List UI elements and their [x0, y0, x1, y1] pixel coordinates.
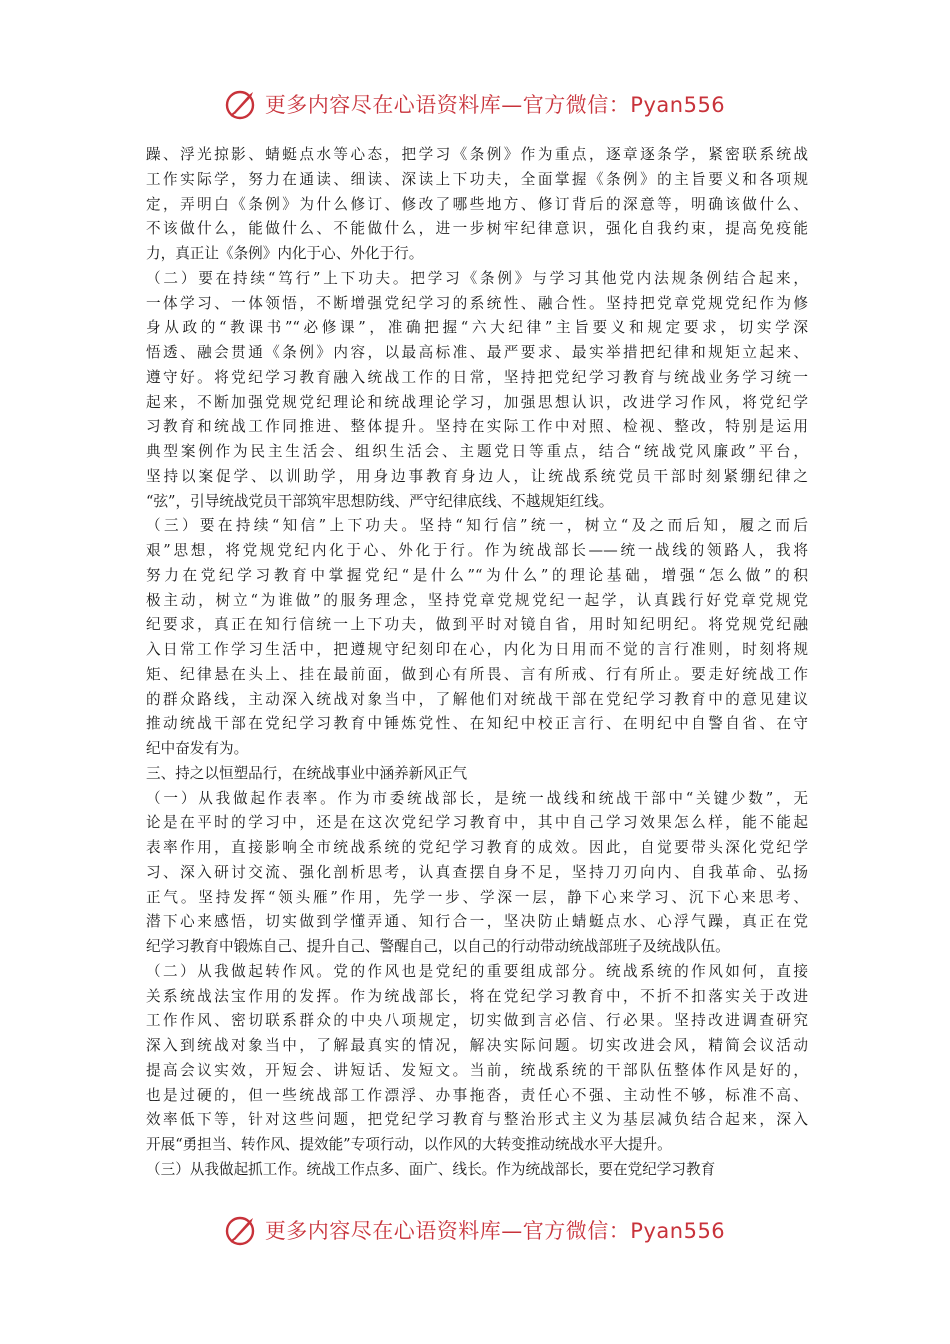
text-line: 力，真正让《条例》内化于心、外化于行。 — [146, 245, 424, 262]
text-line: 正气。坚持发挥“领头雁”作用，先学一步、学深一层，静下心来学习、沉下心来思考、 — [146, 888, 808, 906]
text-line: 努力在党纪学习教育中掌握党纪“是什么”“为什么”的理论基础，增强“怎么做”的积 — [146, 566, 808, 584]
text-line: 开展“勇担当、转作风、提效能”专项行动，以作风的大转变推动统战水平大提升。 — [146, 1136, 672, 1153]
text-line: 效率低下等，针对这些问题，把党纪学习教育与整治形式主义为基层减负结合起来，深入 — [146, 1111, 808, 1129]
pen-logo-icon — [225, 1213, 259, 1247]
text-line: 身从政的“教课书”“必修课”，准确把握“六大纪律”主旨要义和规定要求，切实学深 — [146, 319, 808, 337]
text-line: 纪学习教育中锻炼自己、提升自己、警醒自己，以自己的行动带动统战部班子及统战队伍。 — [146, 938, 730, 955]
text-line: 艰”思想，将党规党纪内化于心、外化于行。作为统战部长——统一战线的领路人，我将 — [146, 542, 808, 559]
text-line: 遵守好。将党纪学习教育融入统战工作的日常，坚持把党纪学习教育与统战业务学习统一 — [146, 368, 808, 386]
footer-banner-text: 更多内容尽在心语资料库—官方微信：Pyan556 — [264, 1219, 726, 1243]
header-banner-text: 更多内容尽在心语资料库—官方微信：Pyan556 — [264, 93, 726, 117]
text-line: 典型案例作为民主生活会、组织生活会、主题党日等重点，结合“统战党风廉政”平台， — [146, 443, 808, 460]
text-line: （三）要在持续“知信”上下功夫。坚持“知行信”统一，树立“及之而后知，履之而后 — [146, 517, 808, 535]
text-line: 入日常工作学习生活中，把遵规守纪刻印在心，内化为日用而不觉的言行准则，时刻将规 — [146, 641, 808, 658]
text-line: 关系统战法宝作用的发挥。作为统战部长，将在党纪学习教育中，不折不扣落实关于改进 — [146, 987, 808, 1005]
text-line: 提高会议实效，开短会、讲短话、发短文。当前，统战系统的干部队伍整体作风是好的， — [146, 1061, 808, 1079]
text-line: 悟透、融会贯通《条例》内容，以最高标准、最严要求、最实举措把纪律和规矩立起来、 — [146, 344, 808, 361]
text-line: 深入到统战对象当中，了解最真实的情况，解决实际问题。切实改进会风，精简会议活动 — [146, 1037, 808, 1054]
pen-logo-icon — [225, 87, 259, 121]
text-line: （二）要在持续“笃行”上下功夫。把学习《条例》与学习其他党内法规条例结合起来， — [146, 269, 808, 287]
text-line: （二）从我做起转作风。党的作风也是党纪的重要组成部分。统战系统的作风如何，直接 — [146, 962, 808, 980]
text-line: 习教育和统战工作同推进、整体提升。坚持在实际工作中对照、检视、整改，特别是运用 — [146, 418, 808, 436]
text-line: 习、深入研讨交流、强化剖析思考，认真查摆自身不足，坚持刀刃向内、自我革命、弘扬 — [146, 863, 808, 881]
text-line: 躁、浮光掠影、蜻蜓点水等心态，把学习《条例》作为重点，逐章逐条学，紧密联系统战 — [146, 146, 808, 163]
section-heading: 三、持之以恒塑品行，在统战事业中涵养新风正气 — [146, 764, 468, 782]
text-line: 推动统战干部在党纪学习教育中锤炼党性、在知纪中校正言行、在明纪中自警自省、在守 — [146, 715, 808, 733]
footer-banner — [0, 1208, 950, 1252]
text-line: （三）从我做起抓工作。统战工作点多、面广、线长。作为统战部长，要在党纪学习教育 — [146, 1160, 716, 1178]
text-line: 纪中奋发有为。 — [146, 740, 249, 757]
text-line: 的群众路线，主动深入统战对象当中，了解他们对统战干部在党纪学习教育中的意见建议 — [146, 690, 808, 708]
text-line: （一）从我做起作表率。作为市委统战部长，是统一战线和统战干部中“关键少数”，无 — [146, 789, 808, 807]
text-line: 工作实际学，努力在通读、细读、深读上下功夫，全面掌握《条例》的主旨要义和各项规 — [146, 170, 808, 188]
text-line: 也是过硬的，但一些统战部工作漂浮、办事拖沓，责任心不强、主动性不够，标准不高、 — [146, 1086, 808, 1104]
text-line: 不该做什么，能做什么、不能做什么，进一步树牢纪律意识，强化自我约束，提高免疫能 — [146, 220, 808, 238]
text-line: 论是在平时的学习中，还是在这次党纪学习教育中，其中自己学习效果怎么样，能不能起 — [146, 814, 808, 832]
text-line: 极主动，树立“为谁做”的服务理念，坚持党章党规党纪一起学，认真践行好党章党规党 — [146, 591, 808, 609]
text-line: 起来，不断加强党规党纪理论和统战理论学习，加强思想认识，改进学习作风，将党纪学 — [146, 393, 808, 411]
text-line: 坚持以案促学、以训助学，用身边事教育身边人，让统战系统党员干部时刻紧绷纪律之 — [146, 467, 808, 485]
text-line: 工作作风、密切联系群众的中央八项规定，切实做到言必信、行必果。坚持改进调查研究 — [146, 1012, 808, 1030]
text-line: 纪要求，真正在知行信统一上下功夫，做到平时对镜自省，用时知纪明纪。将党规党纪融 — [146, 616, 808, 634]
document-body — [146, 143, 808, 1183]
text-line: 定，弄明白《条例》为什么修订、修改了哪些地方、修订背后的深意等，明确该做什么、 — [146, 195, 808, 213]
text-line: 矩、纪律悬在头上、挂在最前面，做到心有所畏、言有所戒、行有所止。要走好统战工作 — [146, 665, 808, 683]
text-line: 表率作用，直接影响全市统战系统的党纪学习教育的成效。因此，自觉要带头深化党纪学 — [146, 839, 808, 856]
text-line: 潜下心来感悟，切实做到学懂弄通、知行合一，坚决防止蜻蜓点水、心浮气躁，真正在党 — [146, 913, 808, 931]
header-banner — [0, 82, 950, 126]
text-line: “弦”，引导统战党员干部筑牢思想防线、严守纪律底线、不越规矩红线。 — [146, 492, 614, 510]
text-line: 一体学习、一体领悟，不断增强党纪学习的系统性、融合性。坚持把党章党规党纪作为修 — [146, 294, 808, 312]
